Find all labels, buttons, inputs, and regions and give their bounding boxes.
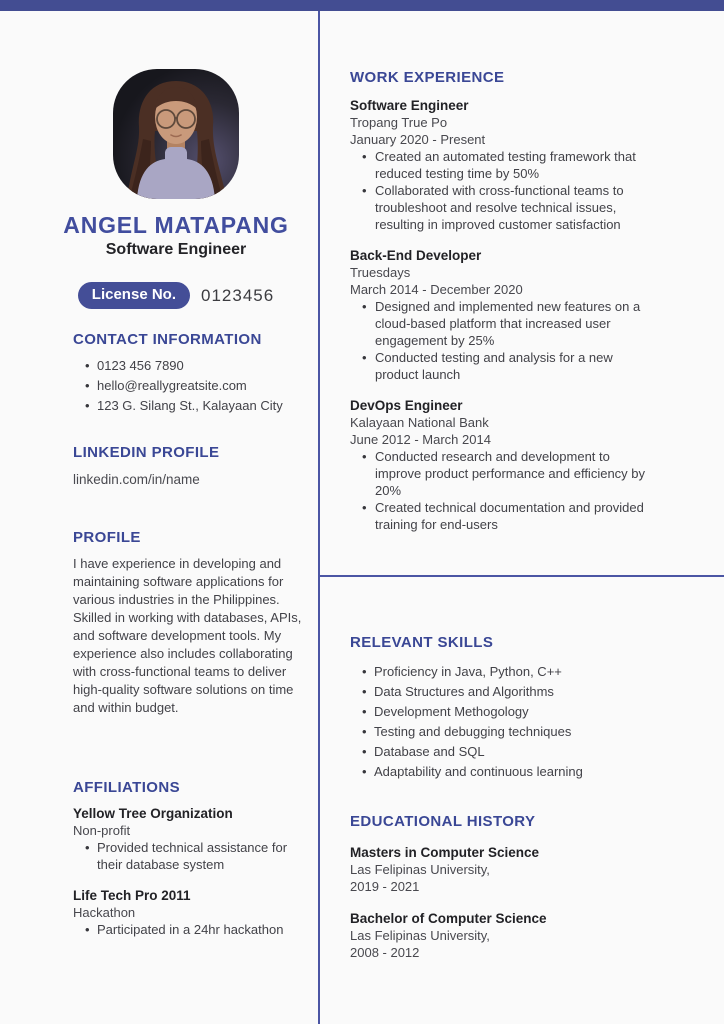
contact-address: • 123 G. Silang St., Kalayaan City (73, 397, 307, 414)
work-entry (350, 97, 650, 233)
affiliation-bullets (73, 921, 307, 938)
contact-phone: • 0123 456 7890 (73, 357, 307, 374)
contact-heading: CONTACT INFORMATION (73, 331, 262, 348)
education-degree: Bachelor of Computer Science (350, 911, 547, 926)
affiliation-bullet: • Provided technical assistance for their database system (73, 839, 307, 873)
linkedin-url: linkedin.com/in/name (73, 472, 200, 487)
work-entries (350, 97, 650, 533)
section-work-experience (350, 68, 650, 547)
skill-item: • Development Methogology (350, 703, 650, 720)
work-bullets (350, 448, 650, 533)
affiliations-heading: AFFILIATIONS (73, 779, 181, 796)
profile-summary: I have experience in developing and maintaining software applications for various industries in the Philippines. Skilled in working with databases, APIs, and software development tools. My experience also includes collaborating with cross-functional teams to deliver high-quality software solutions on time and within budget. (73, 556, 302, 715)
skill-item: • Testing and debugging techniques (350, 723, 650, 740)
work-dates: March 2014 - December 2020 (350, 282, 523, 297)
work-bullet: • Designed and implemented new features on a cloud-based platform that increased user engagement by 25% (350, 298, 650, 349)
section-affiliations (73, 778, 307, 952)
work-job-title: Software Engineer (350, 98, 469, 113)
section-linkedin-profile (73, 443, 307, 488)
education-school: Las Felipinas University, (350, 862, 490, 877)
profile-heading: PROFILE (73, 529, 141, 546)
work-bullet: • Created an automated testing framework that reduced testing time by 50% (350, 148, 650, 182)
license-number: 0123456 (201, 285, 275, 305)
person-name: ANGEL MATAPANG (63, 212, 289, 238)
affiliation-title: Yellow Tree Organization (73, 806, 233, 821)
work-bullet: • Created technical documentation and provided training for end-users (350, 499, 650, 533)
skills-heading: RELEVANT SKILLS (350, 634, 494, 651)
affiliation-entry (73, 887, 307, 938)
work-entry (350, 247, 650, 383)
work-company: Kalayaan National Bank (350, 415, 489, 430)
work-bullets (350, 148, 650, 233)
skill-item: • Database and SQL (350, 743, 650, 760)
affiliation-bullets (73, 839, 307, 873)
skill-item: • Adaptability and continuous learning (350, 763, 650, 780)
person-job-title: Software Engineer (105, 241, 247, 258)
identity-header (40, 60, 312, 309)
work-bullet: • Conducted testing and analysis for a new product launch (350, 349, 650, 383)
column-divider-line (318, 11, 320, 1024)
section-profile (73, 528, 307, 717)
affiliation-entries (73, 805, 307, 938)
license-row (40, 282, 312, 309)
work-job-title: DevOps Engineer (350, 398, 463, 413)
work-dates: January 2020 - Present (350, 132, 486, 147)
education-entry (350, 844, 650, 895)
profile-photo (113, 69, 239, 199)
section-contact-information (73, 330, 307, 417)
contact-email: • hello@reallygreatsite.com (73, 377, 307, 394)
section-educational-history (350, 812, 650, 976)
portrait-illustration (113, 69, 239, 199)
work-bullet: • Conducted research and development to improve product performance and efficiency by 20% (350, 448, 650, 499)
work-company: Tropang True Po (350, 115, 448, 130)
education-entry (350, 910, 650, 961)
skills-list (350, 663, 650, 780)
affiliation-title: Life Tech Pro 2011 (73, 888, 191, 903)
education-school: Las Felipinas University, (350, 928, 490, 943)
skill-item: • Data Structures and Algorithms (350, 683, 650, 700)
work-bullets (350, 298, 650, 383)
education-heading: EDUCATIONAL HISTORY (350, 813, 536, 830)
skill-item: • Proficiency in Java, Python, C++ (350, 663, 650, 680)
work-entry (350, 397, 650, 533)
license-badge: License No. (78, 282, 190, 309)
education-dates: 2008 - 2012 (350, 945, 420, 960)
section-relevant-skills (350, 633, 650, 783)
work-job-title: Back-End Developer (350, 248, 482, 263)
education-dates: 2019 - 2021 (350, 879, 420, 894)
affiliation-subtitle: Hackathon (73, 905, 136, 920)
education-degree: Masters in Computer Science (350, 845, 540, 860)
work-bullet: • Collaborated with cross-functional teams to troubleshoot and resolve technical issues, resulting in improved customer satisfaction (350, 182, 650, 233)
contact-list (73, 357, 307, 414)
education-entries (350, 844, 650, 961)
affiliation-bullet: • Participated in a 24hr hackathon (73, 921, 307, 938)
work-company: Truesdays (350, 265, 411, 280)
work-heading: WORK EXPERIENCE (350, 69, 505, 86)
section-divider-line (319, 575, 724, 577)
top-accent-bar (0, 0, 724, 11)
affiliation-entry (73, 805, 307, 873)
affiliation-subtitle: Non-profit (73, 823, 131, 838)
work-dates: June 2012 - March 2014 (350, 432, 491, 447)
linkedin-heading: LINKEDIN PROFILE (73, 444, 220, 461)
